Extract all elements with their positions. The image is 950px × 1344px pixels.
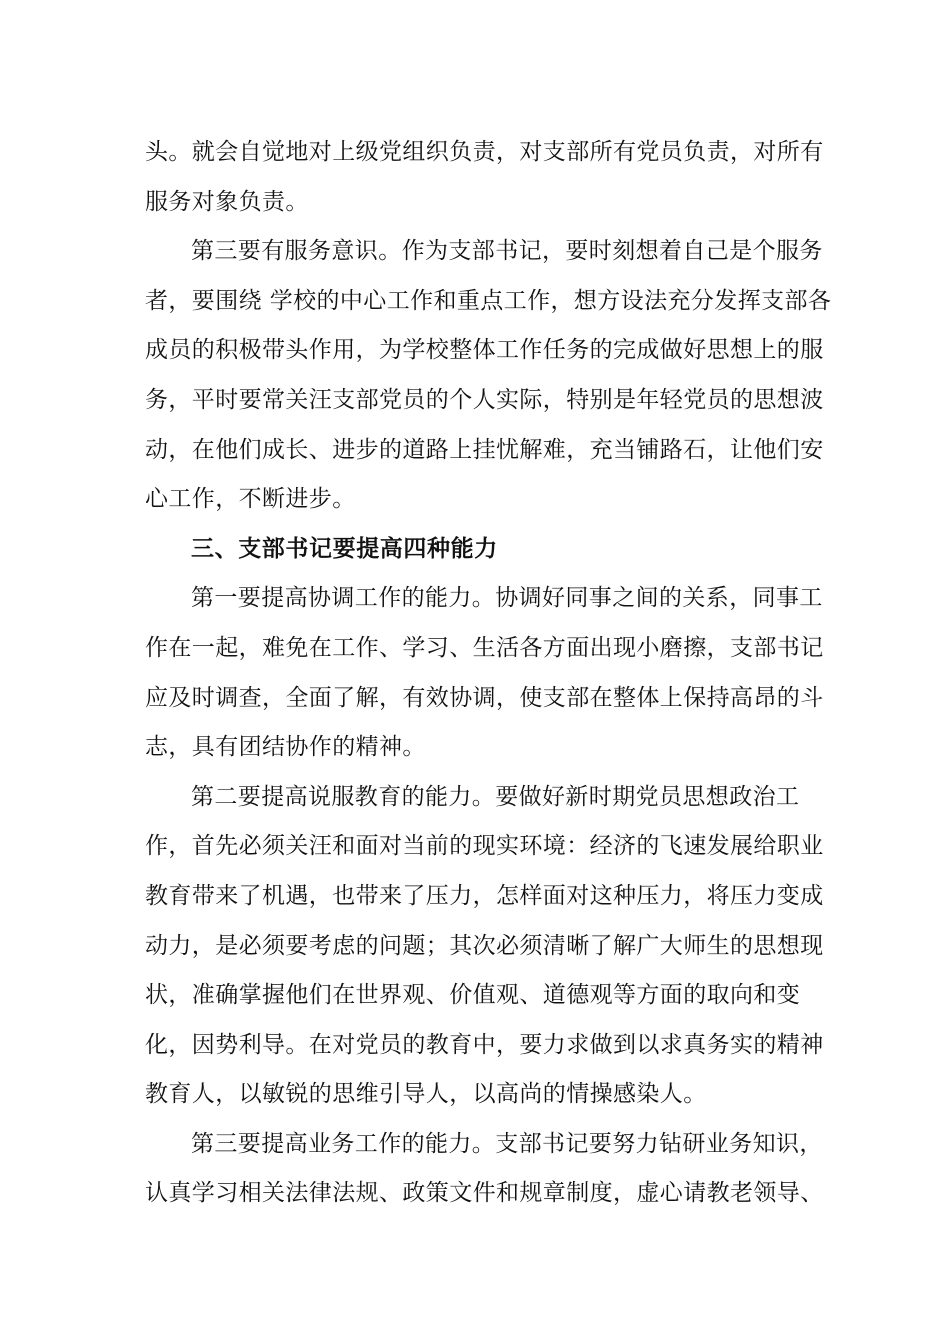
- text-line: 成员的积极带头作用，为学校整体工作任务的完成做好思想上的服: [145, 337, 824, 364]
- text-line: 教育带来了机遇，也带来了压力，怎样面对这种压力，将压力变成: [145, 882, 824, 909]
- text-line: 动，在他们成长、进步的道路上挂忧解难，充当铺路石，让他们安: [145, 436, 824, 463]
- text-line: 动力，是必须要考虑的问题；其次必须清晰了解广大师生的思想现: [145, 932, 824, 959]
- paragraph-start: 第一要提高协调工作的能力。协调好同事之间的关系，同事工: [191, 585, 823, 612]
- paragraph-start: 第二要提高说服教育的能力。要做好新时期党员思想政治工: [191, 783, 800, 810]
- paragraph-start: 第三要有服务意识。作为支部书记，要时刻想着自己是个服务: [191, 238, 823, 265]
- text-line: 教育人，以敏锐的思维引导人，以高尚的情操感染人。: [145, 1081, 707, 1108]
- text-line: 认真学习相关法律法规、政策文件和规章制度，虚心请教老领导、: [145, 1180, 824, 1207]
- text-line: 状，准确掌握他们在世界观、价值观、道德观等方面的取向和变: [145, 982, 801, 1009]
- text-line: 务，平时要常关汪支部党员的个人实际，特别是年轻党员的思想波: [145, 386, 824, 413]
- text-line: 作，首先必须关汪和面对当前的现实环境：经济的飞速发展给职业: [145, 833, 824, 860]
- text-line: 作在一起，难免在工作、学习、生活各方面出现小磨擦，支部书记: [145, 634, 824, 661]
- text-line: 应及时调查，全面了解，有效协调，使支部在整体上保持高昂的斗: [145, 684, 824, 711]
- text-line: 心工作，不断进步。: [145, 486, 356, 513]
- document-body: [145, 128, 832, 1219]
- text-line: 志，具有团结协作的精神。: [145, 734, 426, 761]
- text-line: 服务对象负责。: [145, 188, 309, 215]
- section-heading: 三、支部书记要提高四种能力: [191, 535, 498, 562]
- text-line: 化，因势利导。在对党员的教育中，要力求做到以求真务实的精神: [145, 1031, 824, 1058]
- text-line: 者，要围绕 学校的中心工作和重点工作，想方设法充分发挥支部各: [145, 287, 832, 314]
- paragraph-start: 第三要提高业务工作的能力。支部书记要努力钻研业务知识，: [191, 1130, 823, 1157]
- text-line: 头。就会自觉地对上级党组织负责，对支部所有党员负责，对所有: [145, 139, 824, 165]
